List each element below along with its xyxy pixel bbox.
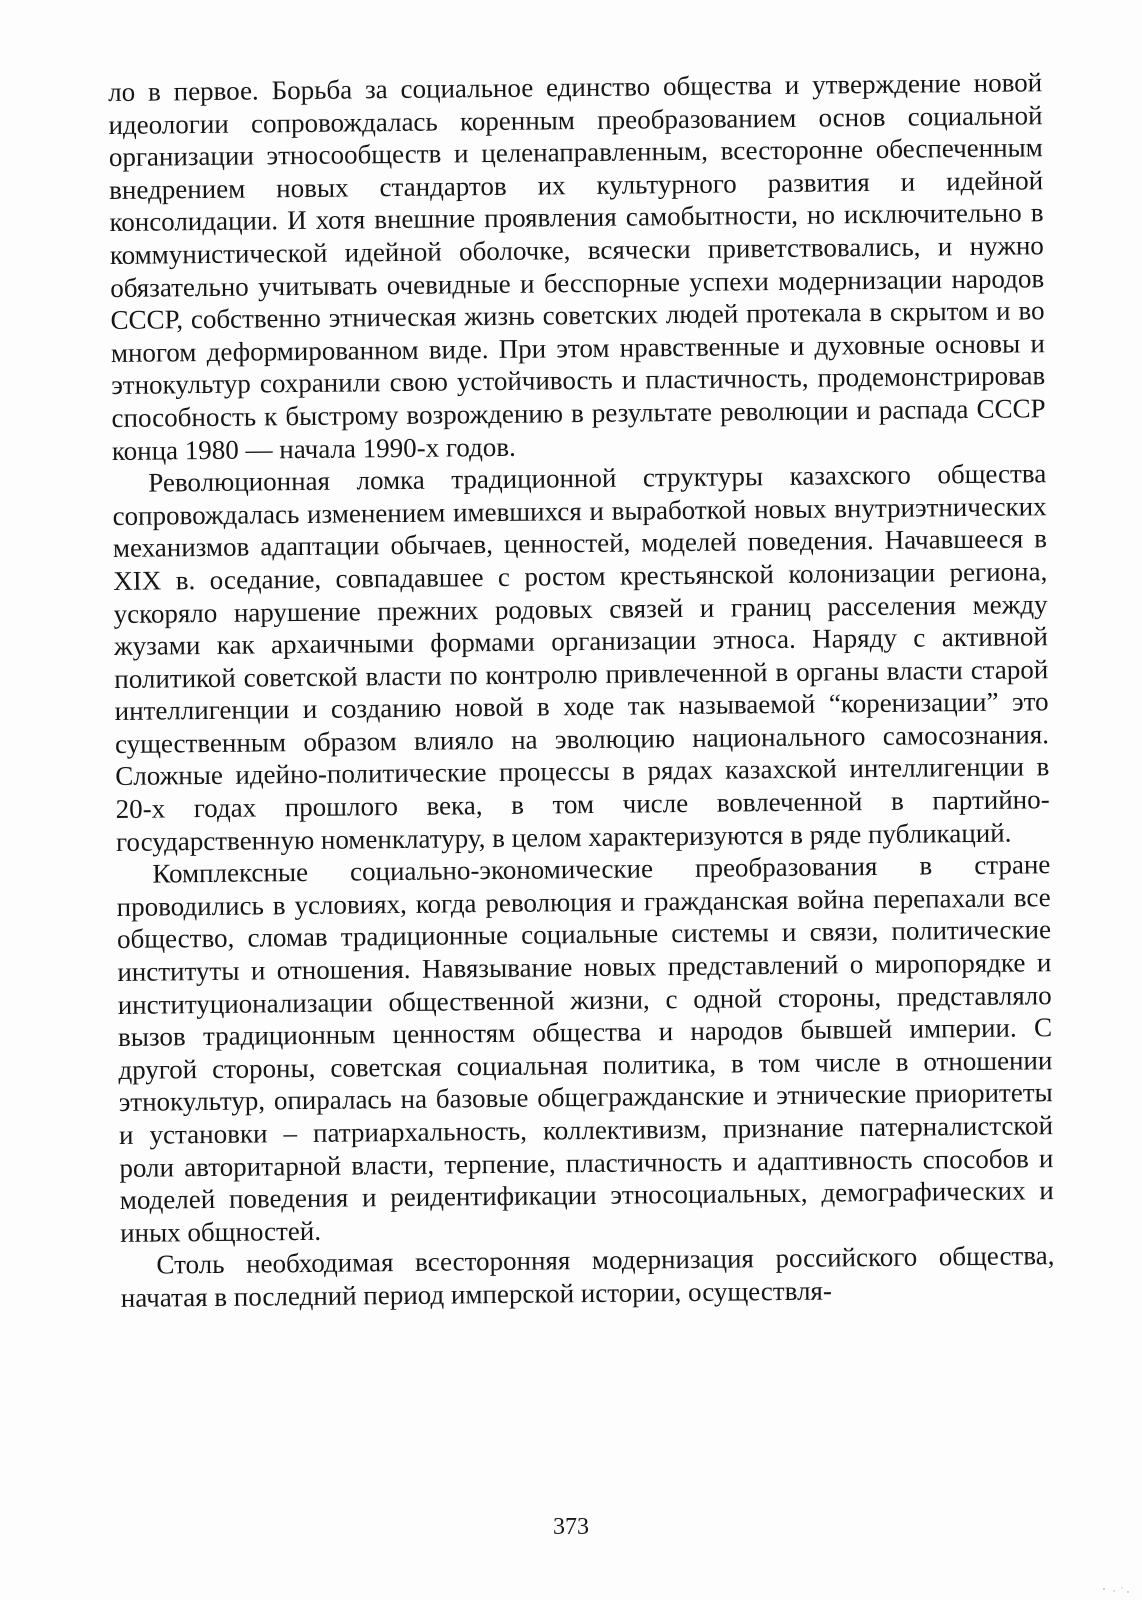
paragraph-2: Революционная ломка традиционной структуры казахского общества сопровождалась изменением имевшихся и выработкой новых внутриэтнических механизмов адаптации обычаев, ценностей, моделей поведения. Начавшееся в XIX в. оседание, совпадавшее с ростом крестьянской колонизации региона, ускоряло нарушение прежних родовых связей и границ расселения между жузами как архаичными формами организации этноса. Наряду с активной политикой советской власти по контролю привлеченной в органы власти старой интеллигенции и созданию новой в ходе так называемой “коренизации” это существенным образом влияло на эволюцию национального самосознания. Сложные идейно-политические процессы в рядах казахской интеллигенции в 20-х годах прошлого века, в том числе вовлеченной в партийно-государственную номенклатуру, в целом характеризуются в ряде публикаций.: [112, 458, 1050, 857]
page-number: 373: [553, 1514, 589, 1540]
paragraph-1: ло в первое. Борьба за социальное единство общества и утверждение новой идеологии сопровождалась коренным преобразованием основ социальной организации этносообществ и целенаправленным, всесторонне обеспеченным внедрением новых стандартов их культурного развития и идейной консолидации. И хотя внешние проявления самобытности, но исключительно в коммунистической идейной оболочке, всячески приветствовались, и нужно обязательно учитывать очевидные и бесспорные успехи модернизации народов СССР, собственно этническая жизнь советских людей протекала в скрытом и во многом деформированном виде. При этом нравственные и духовные основы и этнокультур сохранили свою устойчивость и пластичность, продемонстрировав способность к быстрому возрождению в результате революции и распада СССР конца 1980 — начала 1990-х годов.: [108, 67, 1046, 466]
paragraph-4: Столь необходимая всесторонняя модернизация российского общества, начатая в последний период имперской истории, осуществля-: [120, 1240, 1055, 1313]
scan-artifact: [1074, 1582, 1134, 1596]
paragraph-3: Комплексные социально-экономические преобразования в стране проводились в условиях, когда революция и гражданская война перепахали все общество, сломав традиционные социальные системы и связи, политические институты и отношения. Навязывание новых представлений о миропорядке и институционализации общественной жизни, с одной стороны, представляло вызов традиционным ценностям общества и народов бывшей империи. С другой стороны, советская социальная политика, в том числе в отношении этнокультур, опиралась на базовые общегражданские и этнические приоритеты и установки – патриархальность, коллективизм, признание патерналистской роли авторитарной власти, терпение, пластичность и адаптивность способов и моделей поведения и реидентификации этносоциальных, демографических и иных общностей.: [116, 849, 1054, 1248]
body-text: [108, 66, 1055, 1314]
